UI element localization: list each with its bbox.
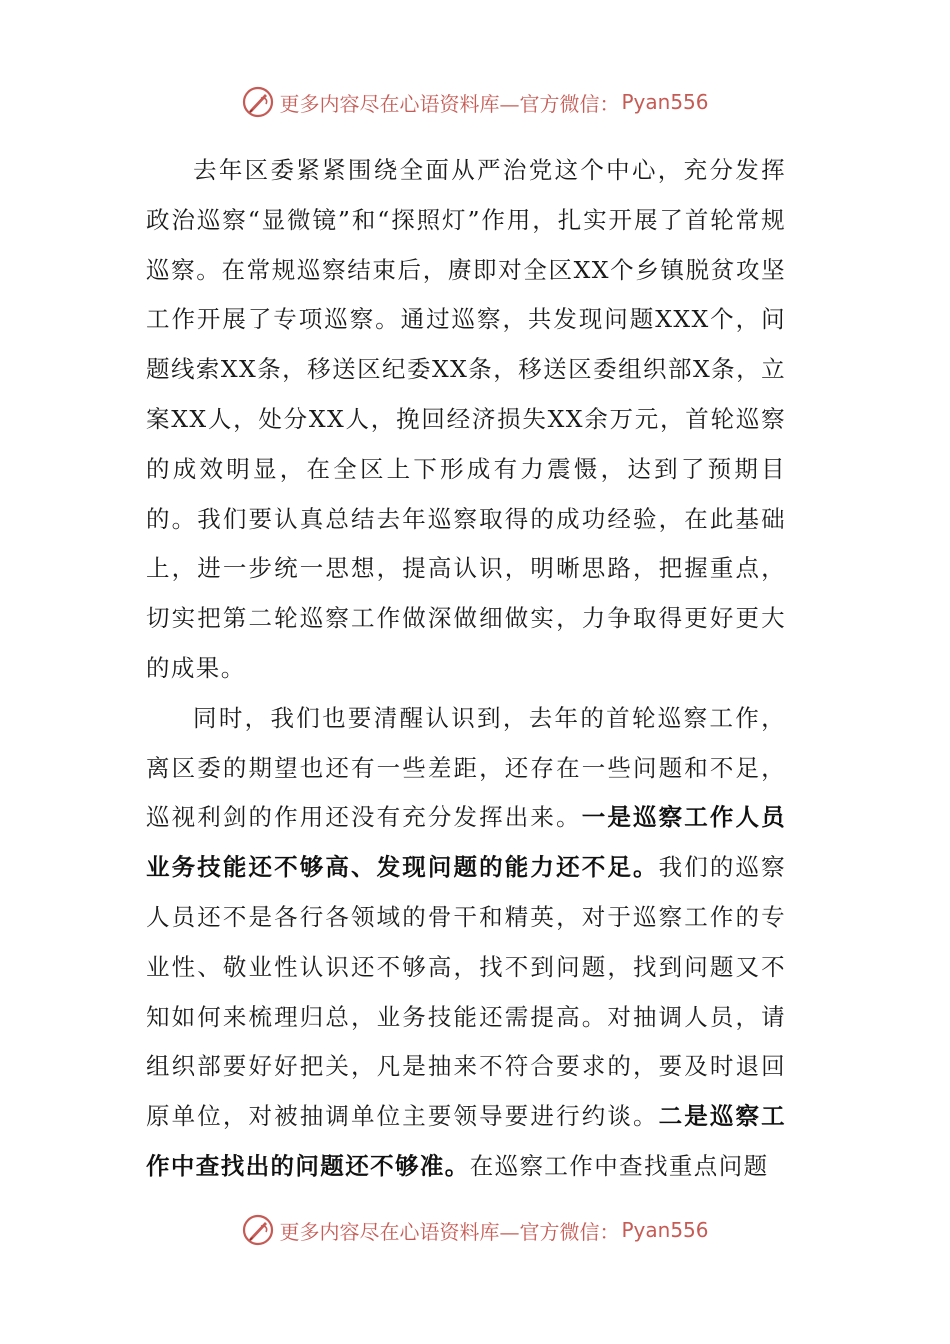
document-body [146,146,786,1192]
quill-seal-icon [241,1213,275,1247]
header-watermark-banner [0,80,950,124]
bold-point-heading: 一是巡察工作人员业务技能还不够高、发现问题的能力还不足。 [146,803,786,882]
banner-wechat-id: Pyan556 [621,1218,709,1242]
banner-text: 更多内容尽在心语资料库—官方微信： [279,91,620,116]
body-paragraph [146,694,786,1192]
paragraph-text: 在巡察工作中查找重点问题 [469,1151,769,1180]
body-paragraph [146,146,786,694]
bold-point-heading: 二是巡察工作中查找出的问题还不够准。 [146,1102,787,1180]
quill-seal-icon [241,85,275,119]
footer-watermark-banner [0,1208,950,1252]
banner-text: 更多内容尽在心语资料库—官方微信： [279,1219,620,1244]
banner-wechat-id: Pyan556 [621,90,709,114]
paragraph-text: 去年区委紧紧围绕全面从严治党这个中心，充分发挥政治巡察“显微镜”和“探照灯”作用，扎实开展了首轮常规巡察。在常规巡察结束后，赓即对全区XX个乡镇脱贫攻坚工作开展了专项巡察。通过巡察，共发现问题XXX个，问题线索XX条，移送区纪委XX条，移送区委组织部X条，立案XX人，处分XX人，挽回经济损失XX余万元，首轮巡察的成效明显，在全区上下形成有力震慑，达到了预期目的。我们要认真总结去年巡察取得的成功经验，在此基础上，进一步统一思想，提高认识，明晰思路，把握重点，切实把第二轮巡察工作做深做细做实，力争取得更好更大的成果。 [146,156,786,682]
paragraph-text: 同时，我们也要清醒认识到，去年的首轮巡察工作，离区委的期望也还有一些差距，还存在一些问题和不足，巡视利剑的作用还没有充分发挥出来。 [146,703,786,832]
paragraph-text: 我们的巡察人员还不是各行各领域的骨干和精英，对于巡察工作的专业性、敬业性认识还不够高，找不到问题，找到问题又不知如何来梳理归总，业务技能还需提高。对抽调人员，请组织部要好好把关，凡是抽来不符合要求的，要及时退回原单位，对被抽调单位主要领导要进行约谈。 [146,853,787,1131]
